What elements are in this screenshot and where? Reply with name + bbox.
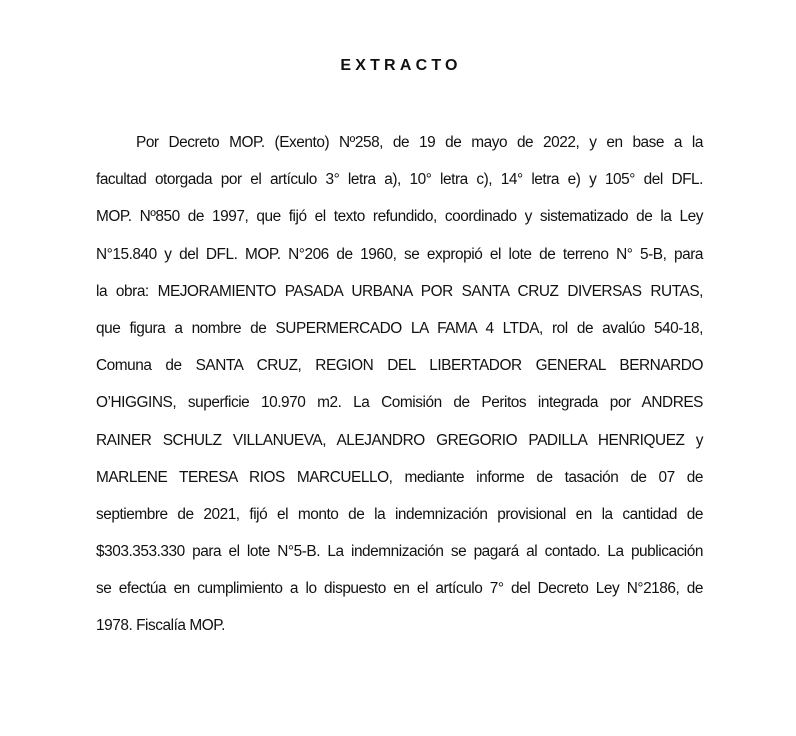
body-line-2: facultad otorgada por el artículo 3° letra a), 10° letra c), 14° letra e) y 105° del DFL. [96,171,703,189]
body-line-5: la obra: MEJORAMIENTO PASADA URBANA POR SANTA CRUZ DIVERSAS RUTAS, [96,282,703,300]
body-line-9: RAINER SCHULZ VILLANUEVA, ALEJANDRO GREGORIO PADILLA HENRIQUEZ y [96,431,703,449]
body-line-14: 1978. Fiscalía MOP. [96,617,225,635]
body-line-7: Comuna de SANTA CRUZ, REGION DEL LIBERTADOR GENERAL BERNARDO [96,357,703,375]
body-line-13: se efectúa en cumplimiento a lo dispuesto en el artículo 7° del Decreto Ley N°2186, de [96,580,703,598]
body-line-3: MOP. Nº850 de 1997, que fijó el texto refundido, coordinado y sistematizado de la Ley [96,208,703,226]
document-title: EXTRACTO [340,57,462,74]
body-line-6: que figura a nombre de SUPERMERCADO LA FAMA 4 LTDA, rol de avalúo 540-18, [96,319,703,337]
document-body [96,124,703,645]
body-line-4: N°15.840 y del DFL. MOP. N°206 de 1960, se expropió el lote de terreno N° 5-B, para [96,245,703,263]
body-line-10: MARLENE TERESA RIOS MARCUELLO, mediante informe de tasación de 07 de [96,468,703,486]
body-line-11: septiembre de 2021, fijó el monto de la indemnización provisional en la cantidad de [96,505,703,523]
body-line-8: O’HIGGINS, superficie 10.970 m2. La Comisión de Peritos integrada por ANDRES [96,394,703,412]
body-line-12: $303.353.330 para el lote N°5-B. La indemnización se pagará al contado. La publicación [96,543,703,561]
body-line-1: Por Decreto MOP. (Exento) Nº258, de 19 de mayo de 2022, y en base a la [136,134,703,151]
